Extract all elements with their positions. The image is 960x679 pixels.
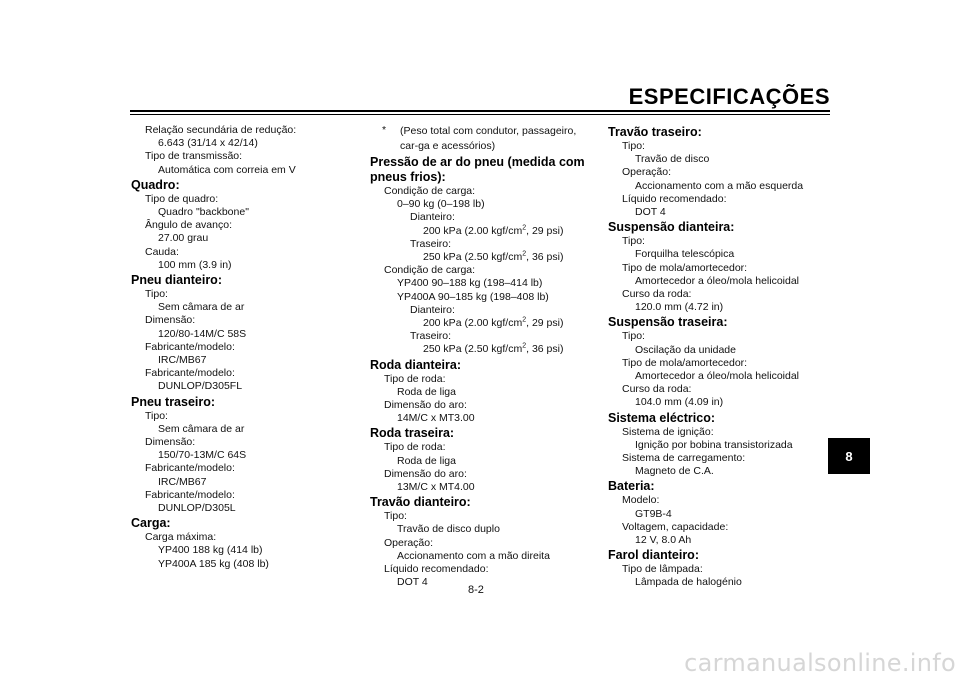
spec-value: Amortecedor a óleo/mola helicoidal (635, 370, 800, 383)
header-rule-thick (130, 110, 830, 112)
spec-label: Operação: (622, 166, 672, 179)
spec-value-text: 200 kPa (2.00 kgf/cm (423, 224, 523, 237)
spec-value: 120.0 mm (4.72 in) (635, 301, 724, 314)
spec-label: Líquido recomendado: (622, 192, 727, 205)
spec-label: Tipo: (622, 330, 645, 343)
spec-value: DUNLOP/D305FL (158, 380, 243, 393)
spec-value-text: 200 kPa (2.00 kgf/cm (423, 317, 523, 330)
spec-label: Fabricante/modelo: (145, 367, 235, 380)
spec-value: GT9B-4 (635, 507, 672, 520)
section-heading: Pressão de ar do pneu (medida com pneus frios): (370, 155, 585, 184)
spec-label: Tipo de roda: (384, 441, 446, 454)
spec-label: Traseiro: (410, 237, 452, 250)
spec-value: 6.643 (31/14 x 42/14) (158, 137, 258, 150)
spec-value: 104.0 mm (4.09 in) (635, 396, 724, 409)
spec-label: Dimensão: (145, 436, 196, 449)
spec-value: YP400 90–188 kg (198–414 lb) (397, 277, 543, 290)
spec-value: Automática com correia em V (158, 163, 296, 176)
spec-value-text: , 29 psi) (526, 317, 564, 330)
section-heading: Roda dianteira: (370, 357, 461, 372)
spec-label: Operação: (384, 536, 434, 549)
spec-value: 120/80-14M/C 58S (158, 327, 247, 340)
spec-label: Tipo de transmissão: (145, 150, 243, 163)
spec-label: Tipo de quadro: (145, 192, 219, 205)
spec-label: Curso da roda: (622, 383, 692, 396)
spec-value: 14M/C x MT3.00 (397, 412, 475, 425)
spec-value-text: , 36 psi) (526, 343, 564, 356)
chapter-tab: 8 (828, 438, 870, 474)
spec-label: Modelo: (622, 494, 660, 507)
spec-value: Travão de disco (635, 153, 710, 166)
spec-value-text: 250 kPa (2.50 kgf/cm (423, 251, 523, 264)
spec-label: Dianteiro: (410, 303, 455, 316)
page-title: ESPECIFICAÇÕES (628, 84, 830, 109)
spec-label: Voltagem, capacidade: (622, 520, 729, 533)
load-footnote (370, 124, 592, 154)
spec-value: 27.00 grau (158, 232, 209, 245)
spec-value: Lâmpada de halogénio (635, 576, 742, 589)
superscript: 2 (522, 250, 527, 258)
spec-value: 12 V, 8.0 Ah (635, 534, 692, 547)
section-heading: Pneu dianteiro: (131, 273, 222, 288)
spec-value: Ignição por bobina transistorizada (635, 438, 793, 451)
spec-value-text: , 36 psi) (526, 251, 564, 264)
section-heading: Quadro: (131, 177, 180, 192)
spec-value: Sem câmara de ar (158, 422, 245, 435)
spec-value: Magneto de C.A. (635, 465, 714, 478)
spec-column-2-list (370, 155, 592, 589)
spec-value: 13M/C x MT4.00 (397, 481, 475, 494)
spec-label: Dimensão: (145, 314, 196, 327)
spec-value (370, 251, 592, 264)
spec-label: Relação secundária de redução: (145, 124, 297, 136)
watermark: carmanualsonline.info (684, 649, 956, 677)
spec-value: Amortecedor a óleo/mola helicoidal (635, 274, 800, 287)
spec-value: YP400A 185 kg (408 lb) (158, 557, 269, 570)
spec-value: Accionamento com a mão direita (397, 549, 550, 562)
spec-label: Dimensão do aro: (384, 399, 467, 412)
spec-label: Fabricante/modelo: (145, 462, 235, 475)
section-heading: Suspensão traseira: (608, 315, 728, 330)
spec-value: IRC/MB67 (158, 475, 207, 488)
spec-label: Condição de carga: (384, 185, 476, 197)
spec-label: Carga máxima: (145, 531, 217, 544)
spec-label: Líquido recomendado: (384, 563, 489, 576)
spec-value (370, 317, 592, 330)
section-heading: Travão traseiro: (608, 125, 702, 139)
spec-value (370, 225, 592, 238)
spec-value-text: , 29 psi) (526, 224, 564, 237)
section-heading: Suspensão dianteira: (608, 220, 735, 235)
spec-label: Tipo: (145, 409, 168, 422)
spec-label: Tipo de mola/amortecedor: (622, 261, 748, 274)
spec-value: DOT 4 (397, 576, 428, 589)
footnote-text: (Peso total com condutor, passageiro, car-ga e acessórios) (400, 125, 577, 152)
spec-label: Sistema de carregamento: (622, 452, 746, 465)
spec-label: Curso da roda: (622, 288, 692, 301)
spec-label: Tipo de mola/amortecedor: (622, 356, 748, 369)
spec-value: Roda de liga (397, 454, 456, 467)
spec-label: Tipo: (622, 140, 645, 152)
spec-value: Forquilha telescópica (635, 248, 735, 261)
spec-label: Sistema de ignição: (622, 425, 714, 438)
header-rule-thin (130, 114, 830, 115)
section-heading: Farol dianteiro: (608, 548, 699, 563)
spec-label: Tipo de lâmpada: (622, 563, 703, 576)
spec-value (370, 343, 592, 356)
section-heading: Sistema eléctrico: (608, 410, 715, 425)
spec-label: Fabricante/modelo: (145, 488, 235, 501)
superscript: 2 (522, 224, 527, 232)
spec-label: Dimensão do aro: (384, 467, 467, 480)
spec-value-text: 250 kPa (2.50 kgf/cm (423, 343, 523, 356)
spec-value: Quadro "backbone" (158, 206, 249, 219)
spec-value: DOT 4 (635, 206, 666, 219)
spec-value: Oscilação da unidade (635, 343, 736, 356)
spec-value: 100 mm (3.9 in) (158, 258, 232, 271)
spec-value: Accionamento com a mão esquerda (635, 179, 804, 192)
section-heading: Roda traseira: (370, 426, 455, 441)
spec-value: 0–90 kg (0–198 lb) (397, 198, 485, 211)
spec-value: IRC/MB67 (158, 354, 207, 367)
spec-value: YP400A 90–185 kg (198–408 lb) (397, 290, 549, 303)
spec-label: Traseiro: (410, 330, 452, 343)
spec-label: Tipo: (384, 510, 407, 523)
spec-label: Tipo: (622, 235, 645, 248)
spec-column-2 (370, 124, 592, 589)
spec-value: 150/70-13M/C 64S (158, 449, 247, 462)
spec-value: DUNLOP/D305L (158, 502, 236, 515)
section-heading: Bateria: (608, 479, 655, 494)
spec-label: Fabricante/modelo: (145, 340, 235, 353)
spec-value: YP400 188 kg (414 lb) (158, 544, 263, 557)
spec-column-1 (131, 124, 351, 571)
spec-value: Roda de liga (397, 385, 456, 398)
superscript: 2 (522, 342, 527, 350)
section-heading: Carga: (131, 516, 171, 531)
spec-label: Cauda: (145, 245, 179, 258)
spec-value: Travão de disco duplo (397, 523, 500, 536)
spec-label: Tipo: (145, 288, 168, 301)
spec-column-3 (608, 124, 833, 590)
superscript: 2 (522, 316, 527, 324)
section-heading: Travão dianteiro: (370, 495, 471, 510)
section-heading: Pneu traseiro: (131, 394, 216, 409)
spec-label: Tipo de roda: (384, 372, 446, 385)
spec-label: Dianteiro: (410, 211, 455, 224)
spec-label: Ângulo de avanço: (145, 219, 232, 232)
spec-value: Sem câmara de ar (158, 301, 245, 314)
spec-label: Condição de carga: (384, 264, 476, 277)
footnote-asterisk: * (382, 124, 387, 136)
page-number: 8-2 (468, 584, 484, 596)
